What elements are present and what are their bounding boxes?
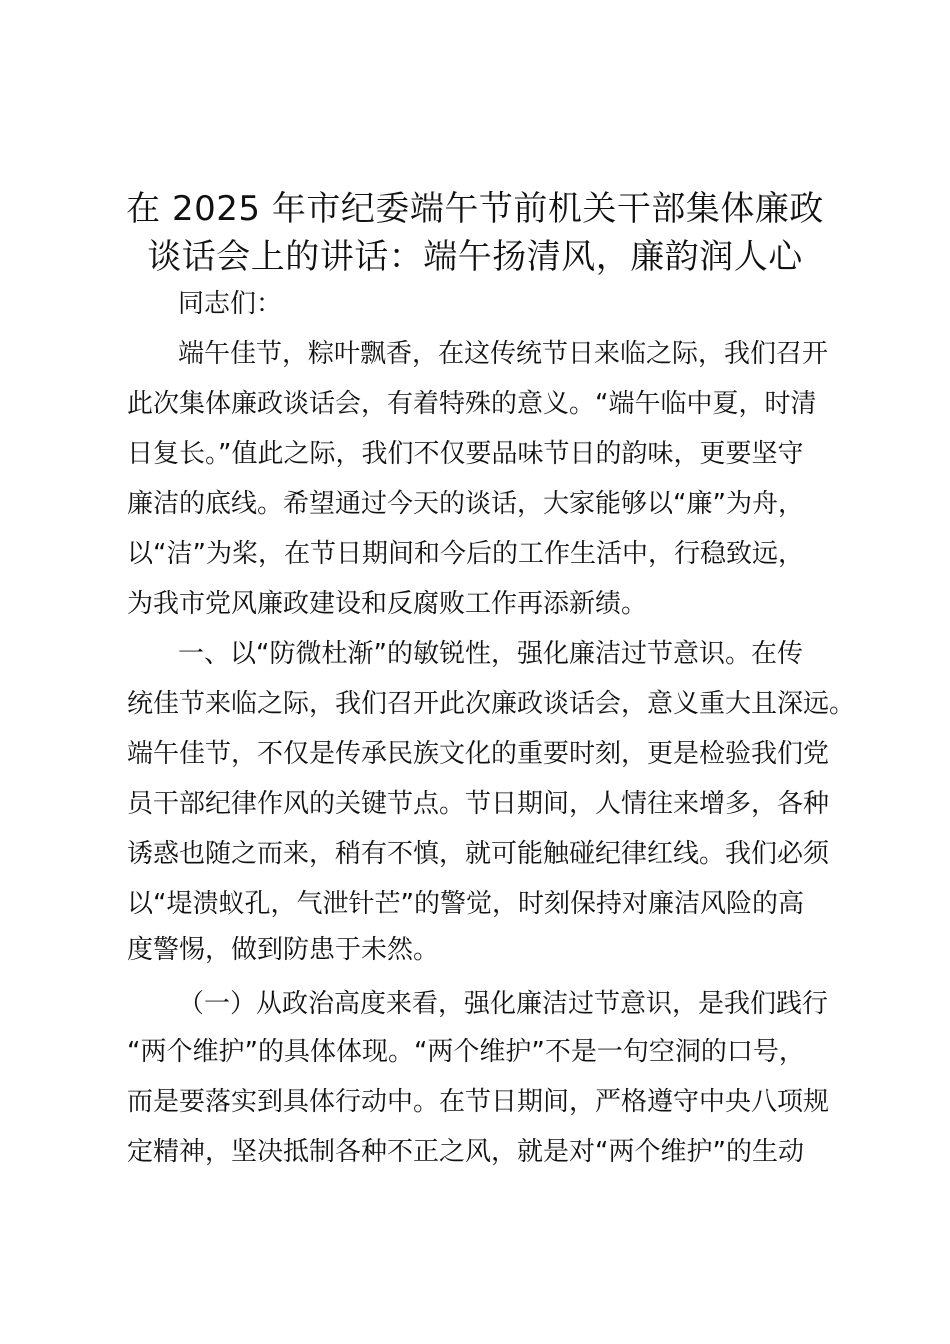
paragraph-2-line: 统佳节来临之际，我们召开此次廉政谈话会，意义重大且深远。 — [127, 689, 856, 719]
paragraph-2-line: 以“堤溃蚁孔，气泄针芒”的警觉，时刻保持对廉洁风险的高 — [127, 889, 804, 919]
paragraph-1-line: 廉洁的底线。希望通过今天的谈话，大家能够以“廉”为舟， — [127, 489, 804, 519]
document-title-line-1: 在 2025 年市纪委端午节前机关干部集体廉政 — [126, 189, 824, 229]
paragraph-1-line: 以“洁”为桨，在节日期间和今后的工作生活中，行稳致远， — [127, 539, 804, 569]
paragraph-3-line: “两个维护”的具体体现。“两个维护”不是一句空洞的口号， — [127, 1037, 805, 1067]
paragraph-3-line: 定精神，坚决抵制各种不正之风，就是对“两个维护”的生动 — [127, 1137, 804, 1167]
paragraph-2-line: 诱惑也随之而来，稍有不慎，就可能触碰纪律红线。我们必须 — [127, 839, 830, 869]
paragraph-2-line: 员干部纪律作风的关键节点。节日期间，人情往来增多，各种 — [127, 789, 830, 819]
paragraph-2-line: 一、以“防微杜渐”的敏锐性，强化廉洁过节意识。在传 — [178, 639, 803, 669]
paragraph-3-line: （一）从政治高度来看，强化廉洁过节意识，是我们践行 — [178, 989, 829, 1019]
document-title-line-2: 谈话会上的讲话：端午扬清风，廉韵润人心 — [147, 237, 803, 277]
paragraph-3-line: 而是要落实到具体行动中。在节日期间，严格遵守中央八项规 — [127, 1087, 830, 1117]
salutation: 同志们： — [178, 289, 283, 319]
paragraph-1-line: 为我市党风廉政建设和反腐败工作再添新绩。 — [127, 589, 648, 619]
paragraph-2-line: 端午佳节，不仅是传承民族文化的重要时刻，更是检验我们党 — [127, 739, 830, 769]
paragraph-1-line: 端午佳节，粽叶飘香，在这传统节日来临之际，我们召开 — [178, 339, 829, 369]
paragraph-1-line: 日复长。”值此之际，我们不仅要品味节日的韵味，更要坚守 — [127, 439, 804, 469]
paragraph-2-line: 度警惕，做到防患于未然。 — [127, 935, 440, 965]
paragraph-1-line: 此次集体廉政谈话会，有着特殊的意义。“端午临中夏，时清 — [127, 389, 817, 419]
